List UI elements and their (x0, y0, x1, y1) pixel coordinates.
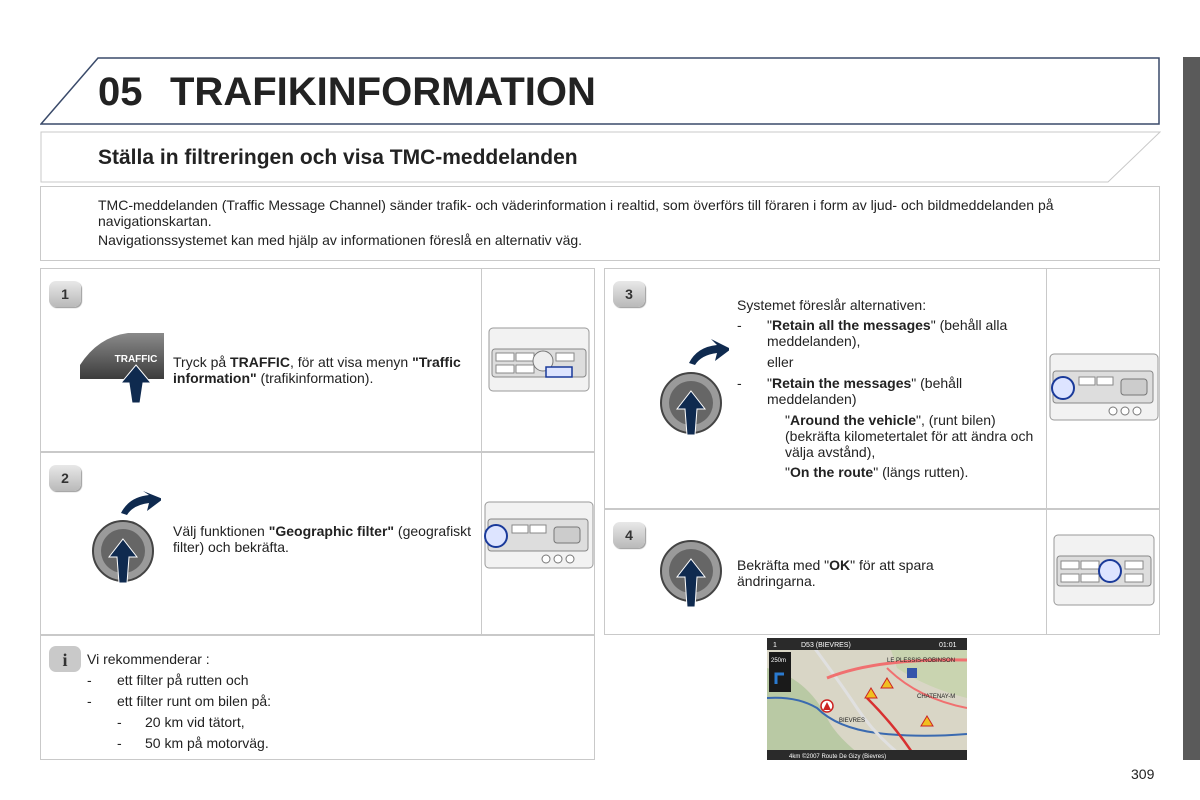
step-4-text: Bekräfta med "OK" för att spara ändringarna. (737, 557, 934, 589)
chapter-number: 05 (98, 70, 143, 114)
step-2-text: Välj funktionen "Geographic filter" (geografiskt filter) och bekräfta. (173, 523, 472, 555)
step-3-suboption-1: "Around the vehicle", (runt bilen) (bekräfta kilometertalet för att ändra och välja avstånd), (785, 412, 1034, 460)
intro-paragraph-1: TMC-meddelanden (Traffic Message Channel) sänder trafik- och väderinformation i realtid, som överförs till föraren i form av ljud- och bildmeddelanden på navigationskartan. (98, 197, 1054, 229)
step-2-device-cell (481, 453, 595, 635)
step-3-device-cell (1046, 269, 1160, 509)
step-1-panel (40, 268, 595, 452)
map-road-label: D53 (BIEVRES) (801, 642, 851, 649)
step-3-badge: 3 (613, 281, 645, 307)
page-number: 309 (1131, 766, 1155, 782)
step-1-text: Tryck på TRAFFIC, för att visa menyn "Traffic information" (trafikinformation). (173, 354, 461, 386)
rotary-knob-icon (659, 339, 729, 436)
tip-item: - ett filter runt om bilen på: (87, 693, 567, 709)
step-3-intro: Systemet föreslår alternativen: (737, 297, 927, 313)
step-3-or: eller (767, 354, 794, 370)
tip-text (87, 651, 567, 751)
info-icon (49, 646, 81, 672)
intro-box (40, 186, 1160, 261)
step-1-badge: 1 (49, 281, 81, 307)
svg-text:i: i (62, 650, 68, 670)
tip-subitem: - 50 km på motorväg. (117, 735, 567, 751)
step-2-badge: 2 (49, 465, 81, 491)
map-bottom-text: 4km ©2007 Route De Gizy (Bievres) (789, 754, 887, 760)
tip-subitem: - 20 km vid tätort, (117, 714, 567, 730)
radio-panel-knob-icon (484, 501, 594, 569)
intro-paragraph-2: Navigationssystemet kan med hjälp av informationen föreslå en alternativ väg. (98, 232, 583, 248)
map-scale-top: 250m (771, 658, 787, 664)
chapter-side-tab (1183, 57, 1200, 760)
chapter-title: TRAFIKINFORMATION (170, 70, 596, 114)
map-place-2: CHATENAY-M (917, 694, 956, 700)
traffic-button-icon (78, 331, 168, 406)
section-title-bar (40, 131, 1161, 183)
rotary-knob-icon (91, 491, 161, 586)
map-place-3: BIEVRES (839, 718, 866, 724)
radio-panel-ok-icon (1053, 534, 1155, 606)
step-1-device-cell (481, 269, 595, 452)
step-4-panel (604, 509, 1160, 635)
step-3-option-1: - "Retain all the messages" (behåll alla meddelanden), (737, 317, 1037, 349)
radio-panel-knob-icon (1049, 353, 1159, 421)
step-3-text (737, 297, 1037, 480)
tip-box (40, 635, 595, 760)
step-3-option-2: - "Retain the messages" (behåll meddelanden) (737, 375, 1037, 407)
traffic-button-label: TRAFFIC (114, 354, 158, 365)
step-3-panel (604, 268, 1160, 509)
radio-panel-traffic-icon (488, 327, 590, 392)
svg-text:1: 1 (773, 642, 777, 649)
section-title: Ställa in filtreringen och visa TMC-meddelanden (98, 146, 578, 169)
navigation-map-image (767, 638, 967, 760)
step-3-suboption-2: "On the route" (längs rutten). (785, 464, 969, 480)
rotary-knob-ok-icon (659, 537, 729, 609)
step-4-badge: 4 (613, 522, 645, 548)
tip-item: - ett filter på rutten och (87, 672, 567, 688)
step-4-device-cell (1046, 510, 1160, 635)
map-place-1: LE PLESSIS-ROBINSON (887, 658, 956, 664)
chapter-title-bar (40, 57, 1160, 125)
step-2-panel (40, 452, 595, 635)
tip-heading: Vi rekommenderar : (87, 651, 210, 667)
map-time: 01:01 (939, 642, 957, 649)
